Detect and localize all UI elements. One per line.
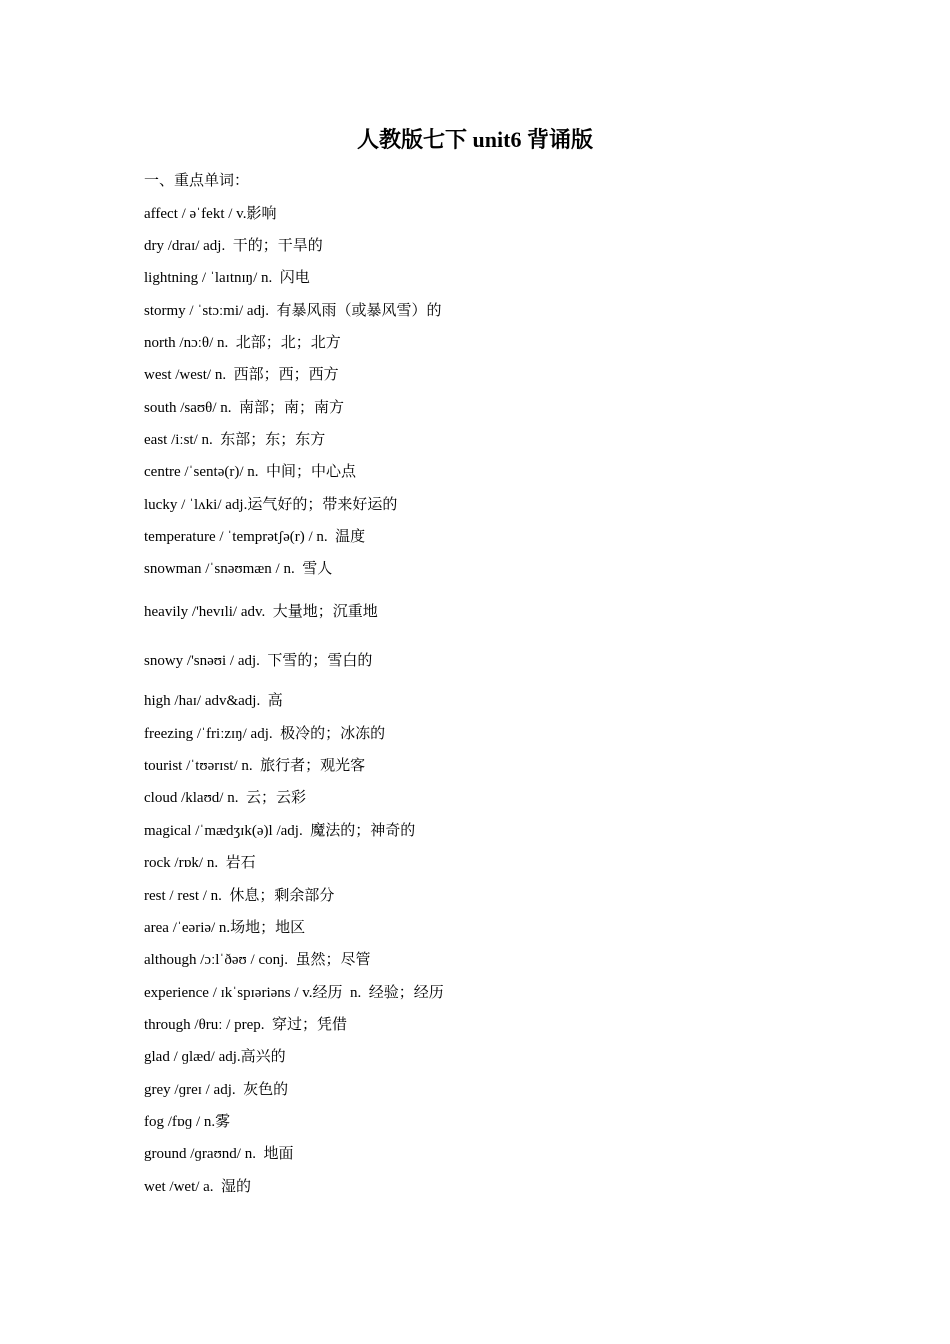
vocab-entry: north /nɔːθ/ n. 北部；北；北方 (144, 335, 341, 351)
vocab-entry: experience / ɪkˈspɪəriəns / v.经历 n. 经验；经历 (144, 985, 444, 1001)
vocab-entry: lucky / ˈlʌki/ adj.运气好的；带来好运的 (144, 497, 398, 513)
vocab-entry: east /iːst/ n. 东部；东；东方 (144, 432, 326, 448)
vocab-entry: south /saʊθ/ n. 南部；南；南方 (144, 400, 345, 416)
vocab-entry: lightning / ˈlaɪtnɪŋ/ n. 闪电 (144, 270, 310, 286)
vocab-entry: ground /ɡraʊnd/ n. 地面 (144, 1146, 294, 1162)
vocab-entry: temperature / ˈtemprətʃə(r) / n. 温度 (144, 529, 366, 545)
vocab-entry: rock /rɒk/ n. 岩石 (144, 855, 256, 871)
vocab-entry: snowman /ˈsnəʊmæn / n. 雪人 (144, 561, 333, 577)
vocab-entry: rest / rest / n. 休息；剩余部分 (144, 888, 335, 904)
vocab-entry: high /haɪ/ adv&adj. 高 (144, 693, 283, 709)
vocab-entry: affect / əˈfekt / v.影响 (144, 206, 277, 222)
vocab-entry: magical /ˈmædʒɪk(ə)l /adj. 魔法的；神奇的 (144, 823, 416, 839)
vocab-entry: freezing /ˈfriːzɪŋ/ adj. 极冷的；冰冻的 (144, 726, 386, 742)
vocab-entry: area /ˈeəriə/ n.场地；地区 (144, 920, 306, 936)
vocab-entry: fog /fɒɡ / n.雾 (144, 1114, 231, 1130)
vocab-entry: centre /ˈsentə(r)/ n. 中间；中心点 (144, 464, 357, 480)
vocab-entry: glad / ɡlæd/ adj.高兴的 (144, 1049, 286, 1065)
vocab-entry: heavily /'hevɪli/ adv. 大量地；沉重地 (144, 604, 378, 620)
vocab-entry: although /ɔːlˈðəʊ / conj. 虽然；尽管 (144, 952, 371, 968)
vocab-entry: west /west/ n. 西部；西；西方 (144, 367, 339, 383)
section-heading: 一、重点单词： (144, 173, 250, 189)
vocab-entry: through /θruː / prep. 穿过；凭借 (144, 1017, 347, 1033)
vocab-entry: wet /wet/ a. 湿的 (144, 1179, 252, 1195)
vocab-entry: dry /draɪ/ adj. 干的；干旱的 (144, 238, 323, 254)
page-title: 人教版七下 unit6 背诵版 (357, 127, 593, 152)
vocab-entry: stormy / ˈstɔːmi/ adj. 有暴风雨（或暴风雪）的 (144, 303, 442, 319)
vocab-entry: grey /ɡreɪ / adj. 灰色的 (144, 1082, 289, 1098)
vocab-entry: snowy /'snəʊi / adj. 下雪的；雪白的 (144, 653, 373, 669)
vocab-entry: tourist /ˈtʊərɪst/ n. 旅行者；观光客 (144, 758, 366, 774)
vocab-entry: cloud /klaʊd/ n. 云；云彩 (144, 790, 306, 806)
